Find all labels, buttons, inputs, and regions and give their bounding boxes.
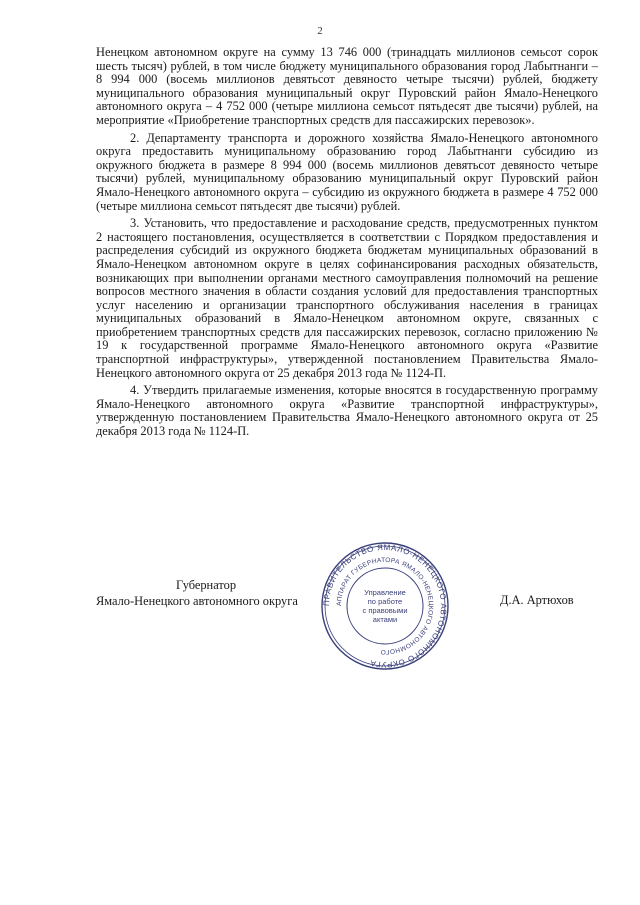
stamp-center-line-3: с правовыми [362, 606, 408, 615]
document-body [96, 46, 598, 443]
signatory-organization: Ямало-Ненецкого автономного округа [96, 594, 298, 608]
paragraph-item-3: 3. Установить, что предоставление и расходование средств, предусмотренных пунктом 2 настоящего постановления, осуществляется в соответствии с Порядком предоставления и распределения субсидий из окружного бюджета бюджетам муниципальных образований в Ямало-Ненецком автономном округе в целях софинансирования расходных обязательств, возникающих при выполнении органами местного самоуправления полномочий на решение вопросов местного значения в области создания условий для предоставления транспортных услуг населению и организации транспортного обслуживания населения в границах муниципальных образований в Ямало-Ненецком автономном округе, связанных с приобретением транспортных средств для пассажирских перевозок, согласно приложению № 19 к государственной программе Ямало-Ненецкого автономного округа «Развитие транспортной инфраструктуры», утвержденной постановлением Правительства Ямало-Ненецкого автономного округа от 25 декабря 2013 года № 1124-П. [96, 216, 598, 380]
stamp-graphic [320, 541, 450, 671]
paragraph-item-4: 4. Утвердить прилагаемые изменения, которые вносятся в государственную программу Ямало-Ненецкого автономного округа «Развитие транспортной инфраструктуры», утвержденную постановлением Правительства Ямало-Ненецкого автономного округа от 25 декабря 2013 года № 1124-П. [96, 383, 598, 439]
paragraph-item-2: 2. Департаменту транспорта и дорожного хозяйства Ямало-Ненецкого автономного округа предоставить муниципальному образованию город Лабытнанги субсидию из окружного бюджета в размере 8 994 000 (восемь миллионов девятьсот девяносто четыре тысячи) рублей, муниципальному образованию муниципальный округ Пуровский район Ямало-Ненецкого автономного округа – субсидию из окружного бюджета в размере 4 752 000 (четыре миллиона семьсот пятьдесят две тысячи) рублей. [96, 130, 598, 213]
stamp-outer-text: ПРАВИТЕЛЬСТВО ЯМАЛО-НЕНЕЦКОГО АВТОНОМНОГО ОКРУГА [321, 542, 449, 670]
signatory-position [96, 577, 356, 609]
page-number: 2 [317, 25, 323, 37]
signatory-title: Губернатор [176, 578, 237, 592]
stamp-inner-ring-text: АППАРАТ ГУБЕРНАТОРА ЯМАЛО-НЕНЕЦКОГО АВТОНОМНОГО [335, 556, 435, 656]
stamp-center-line-2: по работе [367, 597, 403, 606]
stamp-center-line-4: актами [372, 615, 398, 624]
signatory-name: Д.А. Артюхов [500, 593, 574, 607]
stamp-center-line-1: Управление [364, 588, 406, 597]
official-stamp [320, 541, 450, 671]
paragraph-continuation: Ненецком автономном округе на сумму 13 746 000 (тринадцать миллионов семьсот сорок шесть тысяч) рублей, в том числе бюджету муниципального образования город Лабытнанги – 8 994 000 (восемь миллионов девятьсот девяносто четыре тысячи) рублей, бюджету муниципального образования муниципальный округ Пуровский район Ямало-Ненецкого автономного округа – 4 752 000 (четыре миллиона семьсот пятьдесят две тысячи) рублей, на мероприятие «Приобретение транспортных средств для пассажирских перевозок». [96, 45, 598, 127]
